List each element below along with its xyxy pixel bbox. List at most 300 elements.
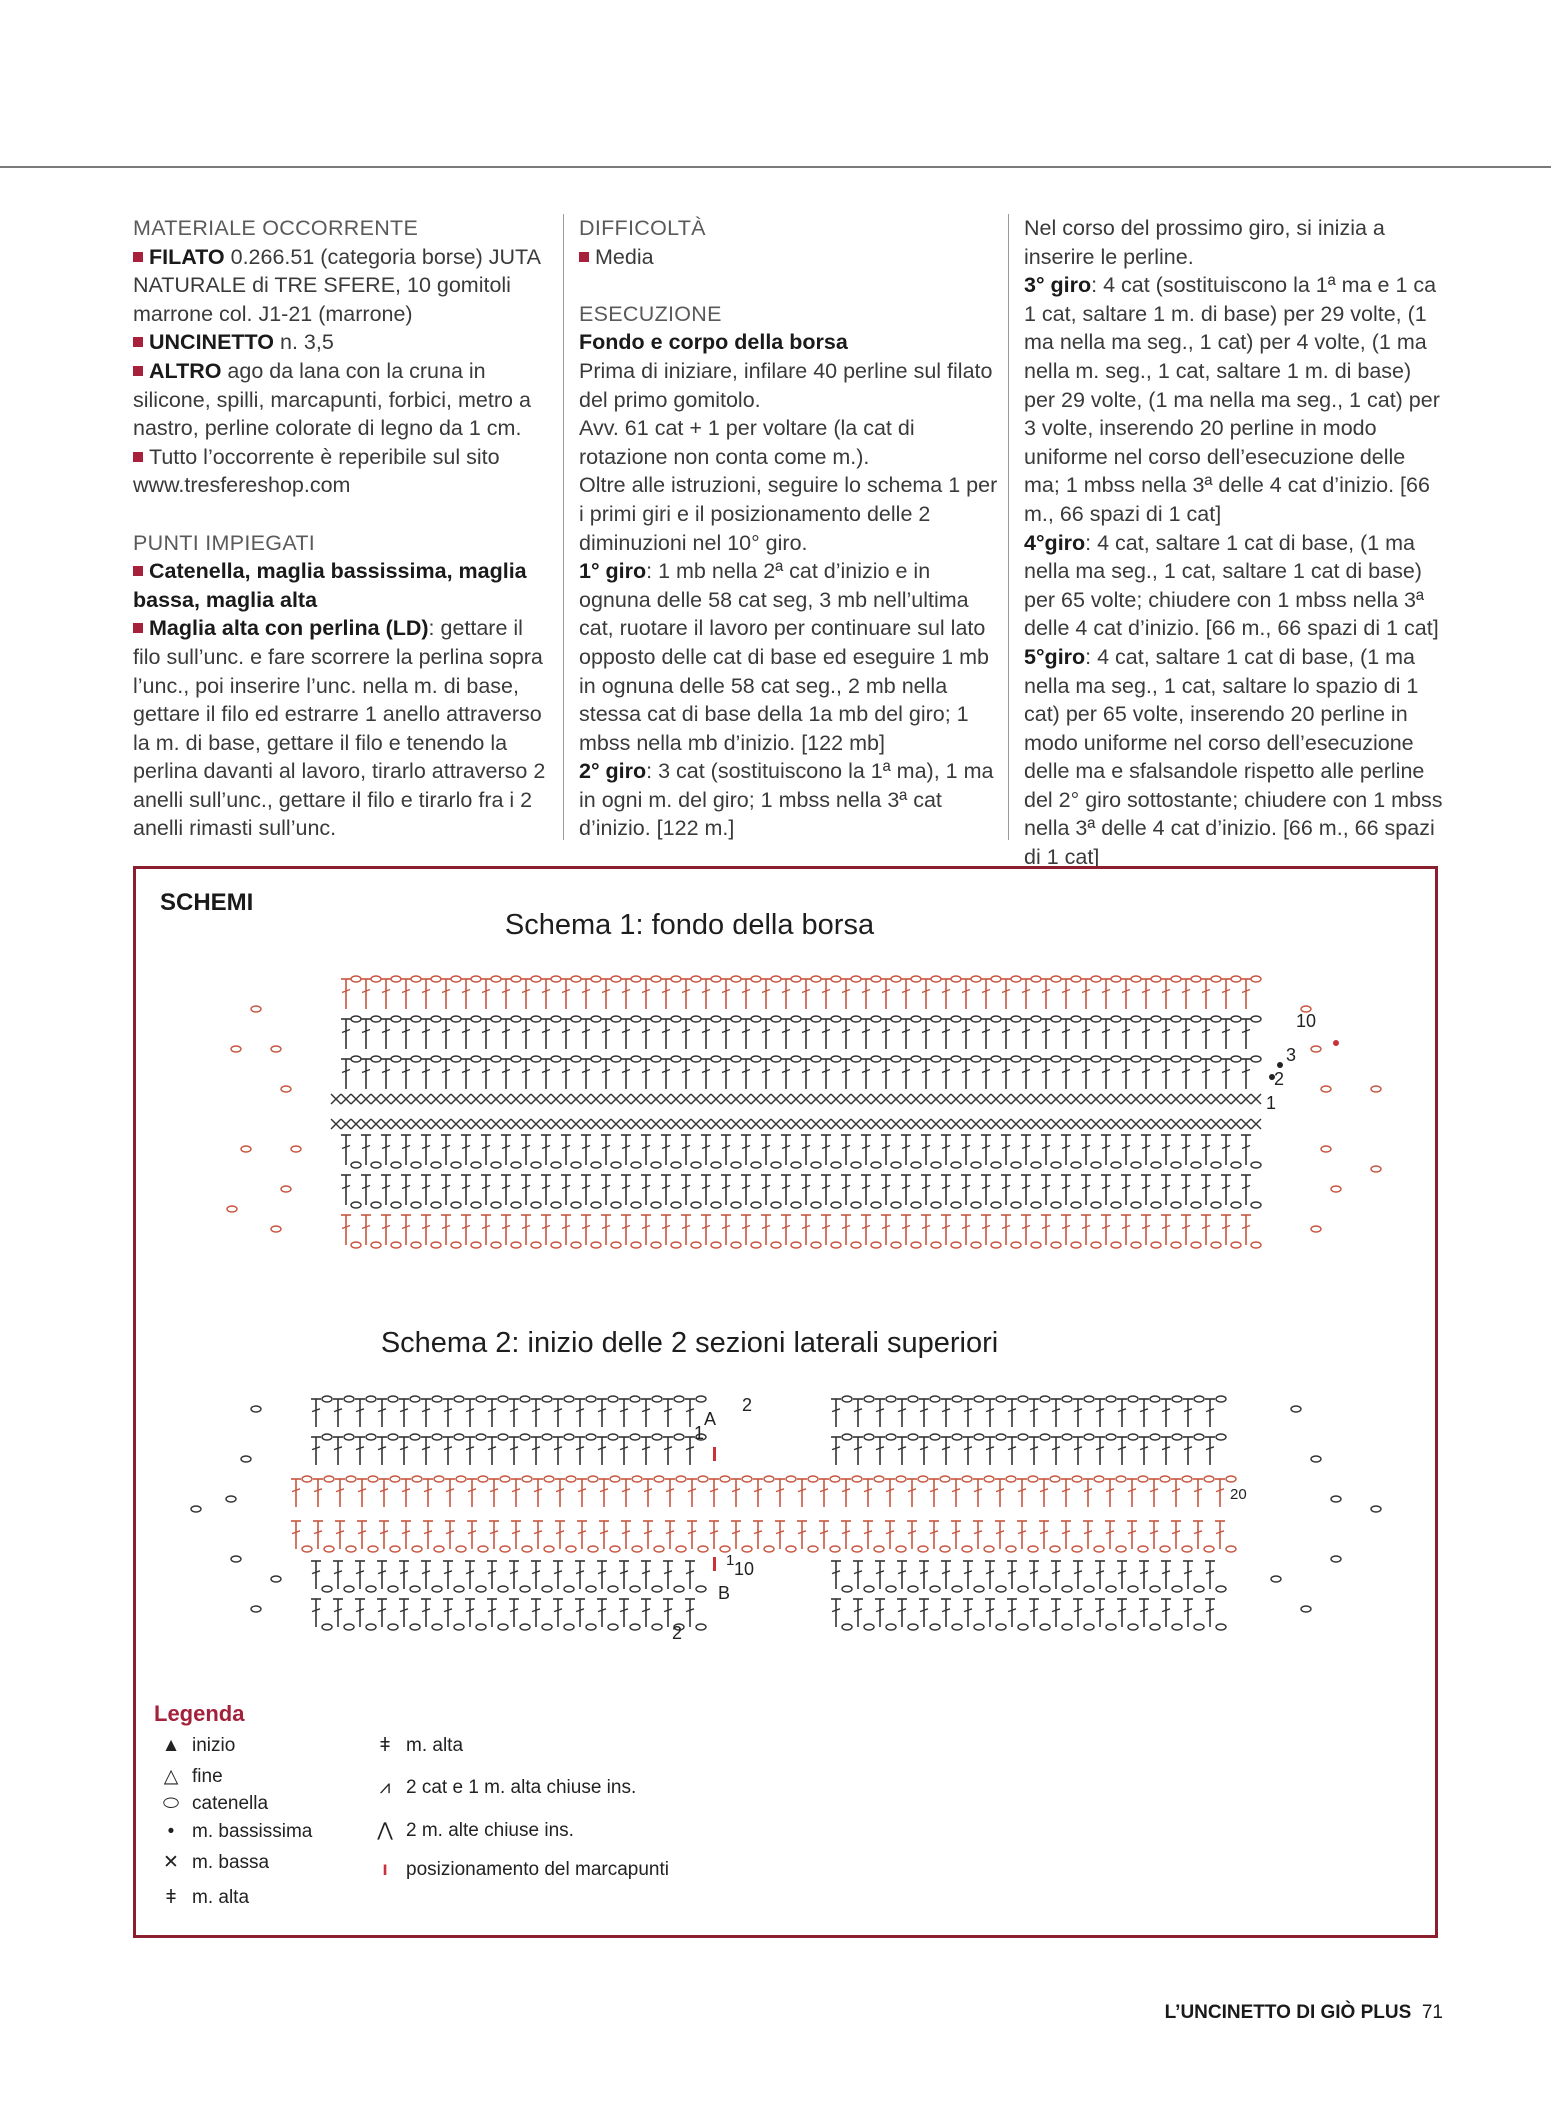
schema-1-chain xyxy=(391,1202,401,1208)
schema-1-chain xyxy=(471,1242,481,1248)
schema-2-chain xyxy=(974,1586,984,1592)
schema-1-chain xyxy=(711,1016,721,1022)
schema-1-chain xyxy=(771,1162,781,1168)
schema-2-chain xyxy=(302,1546,312,1552)
schema-1-side-chain xyxy=(1321,1146,1331,1152)
schema-2-chain xyxy=(520,1434,530,1440)
schema-1-chain xyxy=(851,976,861,982)
schema-1-chain xyxy=(531,976,541,982)
schema-2-title: Schema 2: inizio delle 2 sezioni laterali superiori xyxy=(380,1327,999,1359)
schema-1-chain xyxy=(831,976,841,982)
schema-1-chain xyxy=(1251,1016,1261,1022)
schema-1-chain xyxy=(451,1016,461,1022)
schema-2-chain xyxy=(302,1476,312,1482)
schema-2-chain xyxy=(886,1624,896,1630)
schema-1-chain xyxy=(1171,1016,1181,1022)
schema-1-chain xyxy=(1011,1016,1021,1022)
schema-2-chain xyxy=(586,1434,596,1440)
schema-1-chain xyxy=(451,1162,461,1168)
schema-2-chain xyxy=(918,1476,928,1482)
schema-1-chain xyxy=(1051,1162,1061,1168)
schema-1-chain xyxy=(731,1016,741,1022)
schema-2-chain xyxy=(322,1396,332,1402)
schema-1-chain xyxy=(1211,1016,1221,1022)
schema-2-chain xyxy=(652,1396,662,1402)
schema-2-chain xyxy=(498,1624,508,1630)
schema-1-chain xyxy=(1191,1162,1201,1168)
schema-2-chain xyxy=(1128,1624,1138,1630)
schema-1-chain xyxy=(631,1242,641,1248)
schema-1-chain xyxy=(1071,976,1081,982)
schema-2-chain xyxy=(896,1546,906,1552)
schema-1-chain xyxy=(691,976,701,982)
schema-2-chain xyxy=(588,1476,598,1482)
schema-2-chain xyxy=(952,1434,962,1440)
schema-1-chain xyxy=(891,1242,901,1248)
schema-2-chain xyxy=(1084,1434,1094,1440)
schema-1-chain xyxy=(411,1202,421,1208)
schema-1-chain xyxy=(931,1056,941,1062)
schema-2-chain xyxy=(842,1624,852,1630)
schema-2-chain xyxy=(1062,1396,1072,1402)
oltre-text: Oltre alle istruzioni, seguire lo schema 1 per i primi giri e il posizionamento delle 2 diminuzioni nel 10° giro. xyxy=(579,473,998,555)
uncinetto-item: UNCINETTO n. 3,5 xyxy=(133,328,551,357)
schema-2-chain xyxy=(908,1624,918,1630)
schema-1-chain xyxy=(851,1162,861,1168)
schemi-frame xyxy=(133,866,1438,1938)
schema-1-chain xyxy=(1151,976,1161,982)
schema-2-chain xyxy=(542,1396,552,1402)
schema-1-chain xyxy=(1211,1056,1221,1062)
schema-1-chain xyxy=(651,976,661,982)
schema-1-chain xyxy=(1071,1016,1081,1022)
schema-1-chain xyxy=(371,1162,381,1168)
schema-2-chain xyxy=(1094,1476,1104,1482)
schema-1-chain xyxy=(951,1202,961,1208)
schema-2-chain xyxy=(1128,1434,1138,1440)
schema-2-chain xyxy=(432,1434,442,1440)
schema-1-chain xyxy=(911,976,921,982)
cluster-stitch-icon: ⩘ xyxy=(379,1777,391,1798)
schema-1-chain xyxy=(531,1202,541,1208)
schema-1-chain xyxy=(1011,1162,1021,1168)
cross-icon: ✕ xyxy=(163,1852,179,1873)
bullet-square-icon xyxy=(133,566,143,576)
round-label-10: 10 xyxy=(1296,1011,1317,1031)
schema-1-chain xyxy=(911,1056,921,1062)
schema-2-chain xyxy=(1116,1476,1126,1482)
schema-1-chain xyxy=(991,1242,1001,1248)
schema-2-chain xyxy=(1216,1434,1226,1440)
schema-2-chain xyxy=(322,1624,332,1630)
schema-2-chain xyxy=(608,1434,618,1440)
fine-arrow-icon: △ xyxy=(163,1766,179,1787)
schema-1-chain xyxy=(931,1016,941,1022)
schema-2-chain xyxy=(996,1396,1006,1402)
schema-1-chain xyxy=(571,1202,581,1208)
schema-1-chain xyxy=(711,1242,721,1248)
schema-2-chain xyxy=(1106,1434,1116,1440)
schema-2-chain xyxy=(930,1586,940,1592)
schema-2-chain xyxy=(498,1396,508,1402)
schema-1-chain xyxy=(1231,976,1241,982)
schema-1-chain xyxy=(1191,1242,1201,1248)
schema-1-chain xyxy=(1011,1202,1021,1208)
catenella-icon: ⬭ xyxy=(162,1793,180,1814)
schema-1-chain xyxy=(871,1016,881,1022)
schema-2-side-chain xyxy=(1331,1556,1341,1562)
schema-1-side-chain xyxy=(241,1146,251,1152)
schema-1-chain xyxy=(611,976,621,982)
schema-2-chain xyxy=(930,1624,940,1630)
schema-1-chain xyxy=(771,1242,781,1248)
schema-2-chain xyxy=(1040,1396,1050,1402)
schema-1-chain xyxy=(991,976,1001,982)
schema-1-chain xyxy=(971,1162,981,1168)
schema-1-chain xyxy=(871,1056,881,1062)
schema-2-chain xyxy=(874,1476,884,1482)
schema-2-chain xyxy=(566,1476,576,1482)
schema-2-chain xyxy=(1072,1476,1082,1482)
schema-1-chain xyxy=(1151,1162,1161,1168)
schema-1-chain xyxy=(991,1162,1001,1168)
schema-2-chain xyxy=(564,1624,574,1630)
schema-1-chain xyxy=(491,1016,501,1022)
schema-1-chain xyxy=(1031,1056,1041,1062)
schema-2-chain xyxy=(1006,1476,1016,1482)
schema-1-chain xyxy=(871,1202,881,1208)
schema-2-chain xyxy=(476,1434,486,1440)
schema-1-chain xyxy=(1171,1202,1181,1208)
schema-2-chain xyxy=(434,1476,444,1482)
schema-1-chain xyxy=(691,1242,701,1248)
schema-1-chain xyxy=(971,976,981,982)
schema-2-chain xyxy=(454,1434,464,1440)
schema-1-chain xyxy=(491,1162,501,1168)
schema-2-chain xyxy=(1160,1546,1170,1552)
schema-2-chain xyxy=(388,1396,398,1402)
schema-2-chain xyxy=(1226,1476,1236,1482)
schema-1-chain xyxy=(451,1056,461,1062)
schema-1-chain xyxy=(351,1202,361,1208)
schema-2-chain xyxy=(940,1546,950,1552)
schema-1-chain xyxy=(1131,976,1141,982)
schema-2-chain xyxy=(1128,1586,1138,1592)
schema-2-chain xyxy=(632,1546,642,1552)
bullet-square-icon xyxy=(133,452,143,462)
schema-2-chain xyxy=(674,1396,684,1402)
schema-2-chain xyxy=(930,1396,940,1402)
difficulty-value: Media xyxy=(579,243,999,272)
schema-2-chain xyxy=(630,1586,640,1592)
schema-1-chain xyxy=(1151,1202,1161,1208)
legend-inizio: ▲ inizio xyxy=(158,1735,235,1757)
schema-1-chain xyxy=(1191,1056,1201,1062)
schema-2-chain xyxy=(410,1586,420,1592)
schema-1-chain xyxy=(491,1242,501,1248)
schema-2-chain xyxy=(630,1624,640,1630)
schema-2-chain xyxy=(864,1586,874,1592)
schema-1-chain xyxy=(811,1056,821,1062)
schema-2-chain xyxy=(1084,1396,1094,1402)
label-b: B xyxy=(718,1583,731,1603)
schema-2-chain xyxy=(522,1476,532,1482)
schema-2-chain xyxy=(1040,1624,1050,1630)
schema-2-chain xyxy=(1194,1624,1204,1630)
schema-1-chain xyxy=(511,1202,521,1208)
schema-1-chain xyxy=(991,1202,1001,1208)
schema-2-chain xyxy=(1018,1586,1028,1592)
schema-2-chain xyxy=(652,1434,662,1440)
schema-2-chain xyxy=(654,1476,664,1482)
schema-1-chain xyxy=(1051,1202,1061,1208)
schema-1-chain xyxy=(1251,1162,1261,1168)
schema-1-chain xyxy=(1111,1016,1121,1022)
schema-1-chain xyxy=(691,1016,701,1022)
schema-2-chain xyxy=(1216,1396,1226,1402)
schema-1-chain xyxy=(751,1016,761,1022)
slip-stitch-dot-icon xyxy=(1277,1062,1283,1068)
schema-2-chain xyxy=(476,1586,486,1592)
schema-2-chain xyxy=(542,1624,552,1630)
schema-2-chain xyxy=(1182,1476,1192,1482)
schema-2-chain xyxy=(676,1546,686,1552)
schema-1-chain xyxy=(411,1162,421,1168)
schema-1-chain xyxy=(1031,976,1041,982)
schema-1-chain xyxy=(1191,976,1201,982)
schema-2-chain xyxy=(808,1476,818,1482)
legend-fine: △ fine xyxy=(158,1765,223,1788)
schema-1-chain xyxy=(591,976,601,982)
schema-1-chain xyxy=(1111,1202,1121,1208)
schema-1-chain xyxy=(711,1162,721,1168)
schema-1-chain xyxy=(531,1162,541,1168)
schema-2-chain xyxy=(1150,1434,1160,1440)
schema-2-chain xyxy=(1072,1546,1082,1552)
legend-title: Legenda xyxy=(154,1701,245,1726)
schema-2-chain xyxy=(864,1396,874,1402)
schema-1-chain xyxy=(1131,1056,1141,1062)
schema-1-chain xyxy=(571,1016,581,1022)
schema-2-chain xyxy=(544,1546,554,1552)
schema-1-chain xyxy=(971,1242,981,1248)
schema-1-chain xyxy=(571,1056,581,1062)
schema-1-chain xyxy=(731,1202,741,1208)
schema-2-chain xyxy=(1182,1546,1192,1552)
schema-1-chain xyxy=(631,1016,641,1022)
schema-2-side-chain xyxy=(241,1456,251,1462)
schema-1-chain xyxy=(471,1016,481,1022)
schema-1-chain xyxy=(911,1162,921,1168)
schema-1-side-chain xyxy=(231,1046,241,1052)
schema-1-chain xyxy=(571,1162,581,1168)
round-1: 1° giro: 1 mb nella 2ª cat d’inizio e in ognuna delle 58 cat seg, 3 mb nell’ultima cat, ruotare il lavoro per continuare sul lato opposto delle cat di base ed eseguire 1 mb in ognuna delle 58 cat seg., 2 mb nella stessa cat di base della 1a mb del giro; 1 mbss nella mb d’inizio. [122 mb] xyxy=(579,559,989,755)
schema-2-side-chain xyxy=(251,1406,261,1412)
schema-1-chain xyxy=(1251,1242,1261,1248)
schema-1-chain xyxy=(371,1242,381,1248)
schema-1-chain xyxy=(491,1056,501,1062)
materials-heading: MATERIALE OCCORRENTE xyxy=(133,216,419,240)
schema-2-chain xyxy=(1226,1546,1236,1552)
schema-1-chain xyxy=(791,1056,801,1062)
stitches-heading: PUNTI IMPIEGATI xyxy=(133,530,316,555)
column-rounds xyxy=(1024,214,1444,872)
schema-2-chain xyxy=(1106,1624,1116,1630)
schema-1-side-chain xyxy=(281,1086,291,1092)
schema-1-chain xyxy=(431,1016,441,1022)
schema-1-chain xyxy=(671,1016,681,1022)
label-1a: 1 xyxy=(694,1423,705,1443)
schema-1-chain xyxy=(611,1056,621,1062)
schema-1-chain xyxy=(471,1162,481,1168)
schema-2-side-chain xyxy=(1291,1406,1301,1412)
schema-1-chain xyxy=(351,1016,361,1022)
schema-2-chain xyxy=(696,1586,706,1592)
schema-2-chain xyxy=(908,1586,918,1592)
schema-2-chain xyxy=(886,1434,896,1440)
schema-2-chain xyxy=(652,1586,662,1592)
schema-2-chain xyxy=(1150,1586,1160,1592)
schema-1-chain xyxy=(891,976,901,982)
section-title: Fondo e corpo della borsa xyxy=(579,330,848,355)
schema-1-chain xyxy=(431,1242,441,1248)
schema-1-chain xyxy=(871,1242,881,1248)
schema-2-chain xyxy=(366,1624,376,1630)
schema-2-chain xyxy=(886,1396,896,1402)
schema-2-chain xyxy=(456,1546,466,1552)
schema-1-chain xyxy=(1091,1016,1101,1022)
schema-2-chain xyxy=(1160,1476,1170,1482)
schema-1-chain xyxy=(891,1202,901,1208)
schema-1-chain xyxy=(1051,976,1061,982)
schema-1-chain xyxy=(431,1056,441,1062)
legend-bassa: ✕ m. bassa xyxy=(158,1851,269,1874)
schema-2-chain xyxy=(886,1586,896,1592)
schema-1-chain xyxy=(411,1242,421,1248)
label-10: 10 xyxy=(734,1559,755,1579)
schema-1-chain xyxy=(431,1162,441,1168)
schema-1-chain xyxy=(751,1162,761,1168)
schema-1-chain xyxy=(771,976,781,982)
schema-2-chain xyxy=(368,1546,378,1552)
schema-2-side-chain xyxy=(191,1506,201,1512)
schema-2-chain xyxy=(952,1624,962,1630)
schema-1-chain xyxy=(1011,1242,1021,1248)
schema-1-chain xyxy=(551,1162,561,1168)
schema-1-chain xyxy=(711,1056,721,1062)
schema-1-chain xyxy=(711,1202,721,1208)
schema-1-chain xyxy=(651,1242,661,1248)
schema-1-chain xyxy=(991,1056,1001,1062)
schema-1-chain xyxy=(1211,976,1221,982)
schema-2-chain xyxy=(1172,1434,1182,1440)
schema-1-chain xyxy=(1211,1202,1221,1208)
schema-1-chain xyxy=(611,1242,621,1248)
schema-2-chain xyxy=(864,1624,874,1630)
schema-1-side-chain xyxy=(271,1046,281,1052)
schema-2-chain xyxy=(1028,1476,1038,1482)
schema-2-chain xyxy=(410,1624,420,1630)
schema-2-chain xyxy=(478,1476,488,1482)
schema-2-chain xyxy=(764,1476,774,1482)
schema-1-chain xyxy=(591,1242,601,1248)
marker-icon: ı xyxy=(382,1859,388,1880)
schema-1-chain xyxy=(551,976,561,982)
inizio-arrow-icon: ▲ xyxy=(161,1735,181,1756)
schema-1-chain xyxy=(1111,1162,1121,1168)
schema-1-chain xyxy=(811,1202,821,1208)
schema-1-chain xyxy=(831,1016,841,1022)
schema-1-chain xyxy=(631,1056,641,1062)
schema-2-chain xyxy=(1172,1396,1182,1402)
schema-2-chain xyxy=(368,1476,378,1482)
schema-2-side-chain xyxy=(1371,1506,1381,1512)
schema-1-chain xyxy=(511,976,521,982)
schema-2-chain xyxy=(1204,1546,1214,1552)
label-2-top: 2 xyxy=(742,1395,753,1415)
schema-2-side-chain xyxy=(1271,1576,1281,1582)
schema-2-chain xyxy=(608,1396,618,1402)
schema-1-chain xyxy=(1111,976,1121,982)
schema-1-chain xyxy=(1231,1016,1241,1022)
schema-1-chain xyxy=(351,1056,361,1062)
schema-2-side-chain xyxy=(1311,1456,1321,1462)
schema-1-chain xyxy=(1231,1202,1241,1208)
schema-2-chain xyxy=(388,1586,398,1592)
schema-1-chain xyxy=(1171,1056,1181,1062)
schema-2-chain xyxy=(344,1586,354,1592)
schema-2-diagram xyxy=(136,1379,1435,1679)
schema-2-chain xyxy=(322,1434,332,1440)
schema-1-chain xyxy=(391,976,401,982)
schema-1-chain xyxy=(911,1202,921,1208)
legend-2alte: ⋀ 2 m. alte chiuse ins. xyxy=(372,1819,574,1842)
schema-1-chain xyxy=(811,1242,821,1248)
schema-2-chain xyxy=(786,1546,796,1552)
bullet-square-icon xyxy=(133,337,143,347)
schema-2-chain xyxy=(1172,1624,1182,1630)
schema-2-chain xyxy=(1040,1434,1050,1440)
schema-1-chain xyxy=(631,1202,641,1208)
schema-1-chain xyxy=(1091,976,1101,982)
schema-2-chain xyxy=(478,1546,488,1552)
schema-2-chain xyxy=(1018,1396,1028,1402)
marker-icon xyxy=(713,1447,716,1461)
schema-1-chain xyxy=(1131,1016,1141,1022)
reperibile-item: Tutto l’occorrente è reperibile sul sito www.tresfereshop.com xyxy=(133,444,500,498)
schema-2-chain xyxy=(520,1586,530,1592)
schema-2-chain xyxy=(930,1434,940,1440)
schema-1-chain xyxy=(451,1202,461,1208)
schema-1-chain xyxy=(431,976,441,982)
schema-2-chain xyxy=(566,1546,576,1552)
schema-2-chain xyxy=(520,1396,530,1402)
schema-1-chain xyxy=(831,1242,841,1248)
schema-2-chain xyxy=(456,1476,466,1482)
schema-2-chain xyxy=(500,1476,510,1482)
schema-2-chain xyxy=(654,1546,664,1552)
schema-2-side-chain xyxy=(271,1576,281,1582)
schema-1-chain xyxy=(391,1016,401,1022)
schema-2-chain xyxy=(1094,1546,1104,1552)
schema-2-chain xyxy=(1194,1586,1204,1592)
schema-2-chain xyxy=(940,1476,950,1482)
schema-2-chain xyxy=(586,1586,596,1592)
schema-1-chain xyxy=(371,1056,381,1062)
schema-1-side-chain xyxy=(227,1206,237,1212)
tall-stitch-icon: ǂ xyxy=(165,1887,177,1908)
schema-1-chain xyxy=(1031,1242,1041,1248)
